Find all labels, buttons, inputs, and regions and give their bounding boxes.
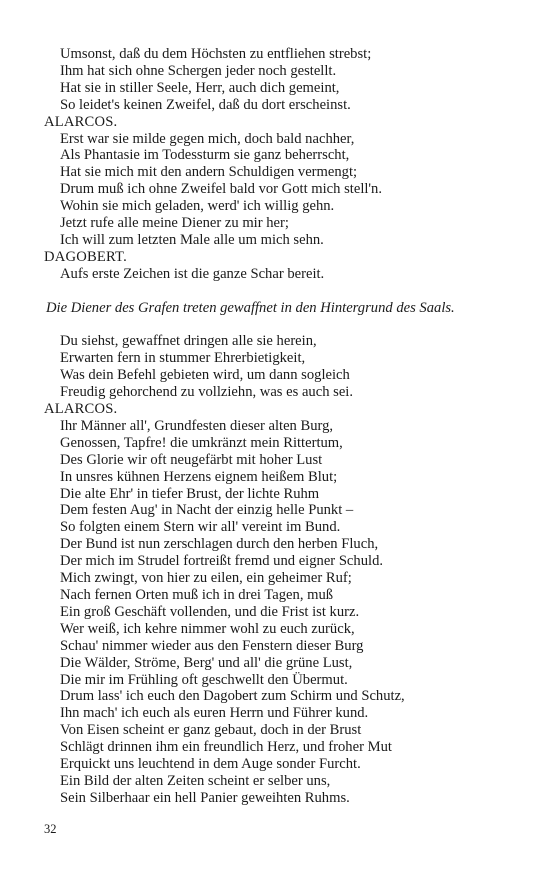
verse-line: Schlägt drinnen ihm ein freundlich Herz, und froher Mut (60, 739, 392, 756)
verse-line: Aufs erste Zeichen ist die ganze Schar bereit. (60, 265, 325, 282)
verse-line: Ich will zum letzten Male alle um mich sehn. (60, 231, 324, 248)
verse-line: Mich zwingt, von hier zu eilen, ein geheimer Ruf; (60, 570, 352, 587)
verse-line: Der Bund ist nun zerschlagen durch den herben Fluch, (60, 536, 379, 553)
verse-line: In unsres kühnen Herzens eignem heißem Blut; (60, 468, 338, 485)
verse-line: Du siehst, gewaffnet dringen alle sie herein, (60, 333, 317, 350)
verse-line: Dem festen Aug' in Nacht der einzig helle Punkt – (60, 502, 354, 519)
verse-line: Von Eisen scheint er ganz gebaut, doch in der Brust (60, 722, 362, 739)
verse-line: Drum muß ich ohne Zweifel bald vor Gott mich stell'n. (60, 181, 383, 198)
verse-line: Erwarten fern in stummer Ehrerbietigkeit, (60, 350, 306, 367)
verse-line: Als Phantasie im Todessturm sie ganz beherrscht, (60, 147, 350, 164)
speaker-name: DAGOBERT. (44, 248, 127, 265)
stage-direction: Die Diener des Grafen treten gewaffnet in den Hintergrund des Saals. (46, 299, 455, 316)
verse-line: Drum lass' ich euch den Dagobert zum Schirm und Schutz, (60, 688, 405, 705)
verse-line: Ein groß Geschäft vollenden, und die Frist ist kurz. (60, 603, 360, 620)
blank-line (44, 316, 514, 333)
speaker-name: ALARCOS. (44, 113, 118, 130)
verse-line: Ihn mach' ich euch als euren Herrn und Führer kund. (60, 705, 369, 722)
page-text (44, 46, 514, 807)
verse-line: Wer weiß, ich kehre nimmer wohl zu euch zurück, (60, 620, 355, 637)
verse-line: Erst war sie milde gegen mich, doch bald nachher, (60, 130, 355, 147)
verse-line: So leidet's keinen Zweifel, daß du dort erscheinst. (60, 96, 351, 113)
verse-line: Ihm hat sich ohne Schergen jeder noch gestellt. (60, 62, 337, 79)
page-number: 32 (44, 822, 57, 836)
verse-line: Hat sie in stiller Seele, Herr, auch dich gemeint, (60, 79, 340, 96)
verse-line: Schau' nimmer wieder aus den Fenstern dieser Burg (60, 637, 364, 654)
verse-line: Wohin sie mich geladen, werd' ich willig gehn. (60, 198, 335, 215)
blank-line (44, 283, 514, 300)
verse-line: Freudig gehorchend zu vollziehn, was es auch sei. (60, 384, 354, 401)
verse-line: Die alte Ehr' in tiefer Brust, der lichte Ruhm (60, 485, 320, 502)
verse-line: Nach fernen Orten muß ich in drei Tagen, muß (60, 586, 334, 603)
verse-line: Jetzt rufe alle meine Diener zu mir her; (60, 215, 289, 232)
verse-line: Des Glorie wir oft neugefärbt mit hoher Lust (60, 451, 323, 468)
verse-line: Hat sie mich mit den andern Schuldigen vermengt; (60, 164, 358, 181)
speaker-name: ALARCOS. (44, 401, 118, 417)
verse-line: Die Wälder, Ströme, Berg' und all' die grüne Lust, (60, 654, 353, 671)
verse-line: Ein Bild der alten Zeiten scheint er selber uns, (60, 772, 331, 789)
verse-line: So folgten einem Stern wir all' vereint im Bund. (60, 519, 341, 536)
verse-line: Erquickt uns leuchtend in dem Auge sonder Furcht. (60, 756, 361, 773)
verse-line: Was dein Befehl gebieten wird, um dann sogleich (60, 367, 350, 384)
verse-line: Der mich im Strudel fortreißt fremd und eigner Schuld. (60, 553, 384, 570)
verse-line: Ihr Männer all', Grundfesten dieser alten Burg, (60, 417, 334, 434)
verse-line: Sein Silberhaar ein hell Panier geweihten Ruhms. (60, 789, 350, 806)
verse-line: Die mir im Frühling oft geschwellt den Übermut. (60, 671, 348, 688)
verse-line: Genossen, Tapfre! die umkränzt mein Rittertum, (60, 434, 343, 451)
verse-line: Umsonst, daß du dem Höchsten zu entfliehen strebst; (60, 46, 372, 62)
